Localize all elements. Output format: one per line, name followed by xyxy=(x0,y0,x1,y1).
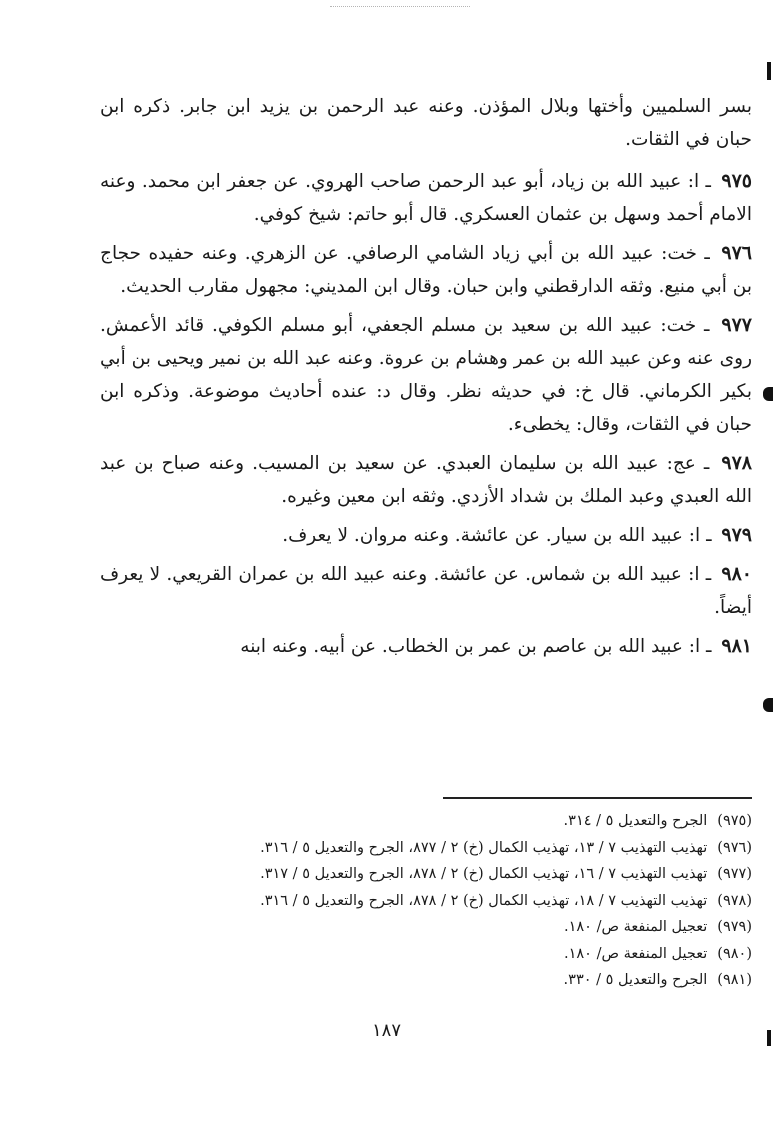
footnote-separator xyxy=(443,797,752,799)
footnote-text: تعجيل المنفعة ص/ ١٨٠. xyxy=(563,919,708,935)
entry-981 xyxy=(100,630,752,663)
entry-text: ـ ا: عبيد الله بن زياد، أبو عبد الرحمن صاحب الهروي. عن جعفر ابن محمد. وعنه الامام أحمد وسهل بن عثمان العسكري. قال أبو حاتم: شيخ كوفي. xyxy=(100,171,752,225)
scan-edge-mark xyxy=(763,698,773,712)
entry-text: ـ خت: عبيد الله بن سعيد بن مسلم الجعفي، أبو مسلم الكوفي. قائد الأعمش. روى عنه وعن عبيد الله بن عمر وهشام بن عروة. وعنه عبد الله بن نمير ويحيى بن أبي بكير الكرماني. قال خ: في حديثه نظر. وقال د: عنده أحاديث موضوعة. وذكره ابن حبان في الثقات، وقال: يخطىء. xyxy=(100,315,752,435)
footnote-text: تهذيب التهذيب ٧ / ١٨، تهذيب الكمال (خ) ٢ / ٨٧٨، الجرح والتعديل ٥ / ٣١٦. xyxy=(260,892,708,909)
footnote-number: (٩٨١) xyxy=(717,972,752,988)
entry-975 xyxy=(100,165,752,231)
footnote-number: (٩٧٩) xyxy=(717,919,752,935)
entry-text: ـ عج: عبيد الله بن سليمان العبدي. عن سعيد بن المسيب. وعنه صباح بن عبد الله العبدي وعبد الملك بن شداد الأزدي. وثقه ابن معين وغيره. xyxy=(100,453,752,507)
entry-text: ـ ا: عبيد الله بن سيار. عن عائشة. وعنه مروان. لا يعرف. xyxy=(282,525,712,546)
entry-979 xyxy=(100,519,752,552)
footnote-980 xyxy=(110,941,752,968)
footnote-number: (٩٧٥) xyxy=(717,813,752,829)
scan-edge-mark xyxy=(763,387,773,401)
scan-edge-mark xyxy=(767,1030,771,1046)
entry-number: ٩٨١ xyxy=(721,635,752,657)
entry-976 xyxy=(100,237,752,303)
footnote-975 xyxy=(110,808,752,835)
footnote-number: (٩٧٨) xyxy=(717,892,752,909)
entry-number: ٩٧٩ xyxy=(721,524,752,546)
footnote-text: الجرح والتعديل ٥ / ٣٣٠. xyxy=(563,972,708,988)
footnote-text: تهذيب التهذيب ٧ / ١٦، تهذيب الكمال (خ) ٢ / ٨٧٨، الجرح والتعديل ٥ / ٣١٧. xyxy=(260,866,708,882)
footnote-977 xyxy=(110,861,752,888)
entry-continuation xyxy=(100,90,752,156)
footnote-text: الجرح والتعديل ٥ / ٣١٤. xyxy=(563,813,708,829)
entry-text: بسر السلميين وأختها وبلال المؤذن. وعنه عبد الرحمن بن يزيد ابن جابر. ذكره ابن حبان في الثقات. xyxy=(100,96,752,150)
footnote-976 xyxy=(110,835,752,862)
main-text xyxy=(100,90,752,669)
page-number: ١٨٧ xyxy=(371,1020,401,1041)
footnote-text: تهذيب التهذيب ٧ / ١٣، تهذيب الكمال (خ) ٢ / ٨٧٧، الجرح والتعديل ٥ / ٣١٦. xyxy=(260,839,708,856)
footnote-981 xyxy=(110,967,752,994)
footnote-number: (٩٧٧) xyxy=(717,866,752,882)
entry-number: ٩٧٧ xyxy=(721,314,752,336)
scan-edge-mark xyxy=(767,62,771,80)
footnote-979 xyxy=(110,914,752,941)
footnote-number: (٩٧٦) xyxy=(717,839,752,856)
entry-text: ـ ا: عبيد الله بن شماس. عن عائشة. وعنه عبيد الله بن عمران القريعي. لا يعرف أيضاً. xyxy=(100,564,752,618)
entry-number: ٩٧٥ xyxy=(721,170,752,192)
entry-number: ٩٨٠ xyxy=(721,563,752,585)
footnote-978 xyxy=(110,888,752,915)
footnotes-list xyxy=(110,808,752,994)
entry-text: ـ ا: عبيد الله بن عاصم بن عمر بن الخطاب. عن أبيه. وعنه ابنه xyxy=(240,636,712,657)
entry-number: ٩٧٦ xyxy=(721,242,752,264)
entry-980 xyxy=(100,558,752,624)
entry-number: ٩٧٨ xyxy=(721,452,752,474)
entry-977 xyxy=(100,309,752,441)
footnote-number: (٩٨٠) xyxy=(717,945,752,962)
entry-text: ـ خت: عبيد الله بن أبي زياد الشامي الرصافي. عن الزهري. وعنه حفيده حجاج بن أبي منيع. وثقه الدارقطني وابن حبان. وقال ابن المديني: مجهول مقارب الحديث. xyxy=(100,243,752,297)
entry-978 xyxy=(100,447,752,513)
top-dotted-rule xyxy=(330,6,470,7)
footnote-text: تعجيل المنفعة ص/ ١٨٠. xyxy=(563,945,708,962)
